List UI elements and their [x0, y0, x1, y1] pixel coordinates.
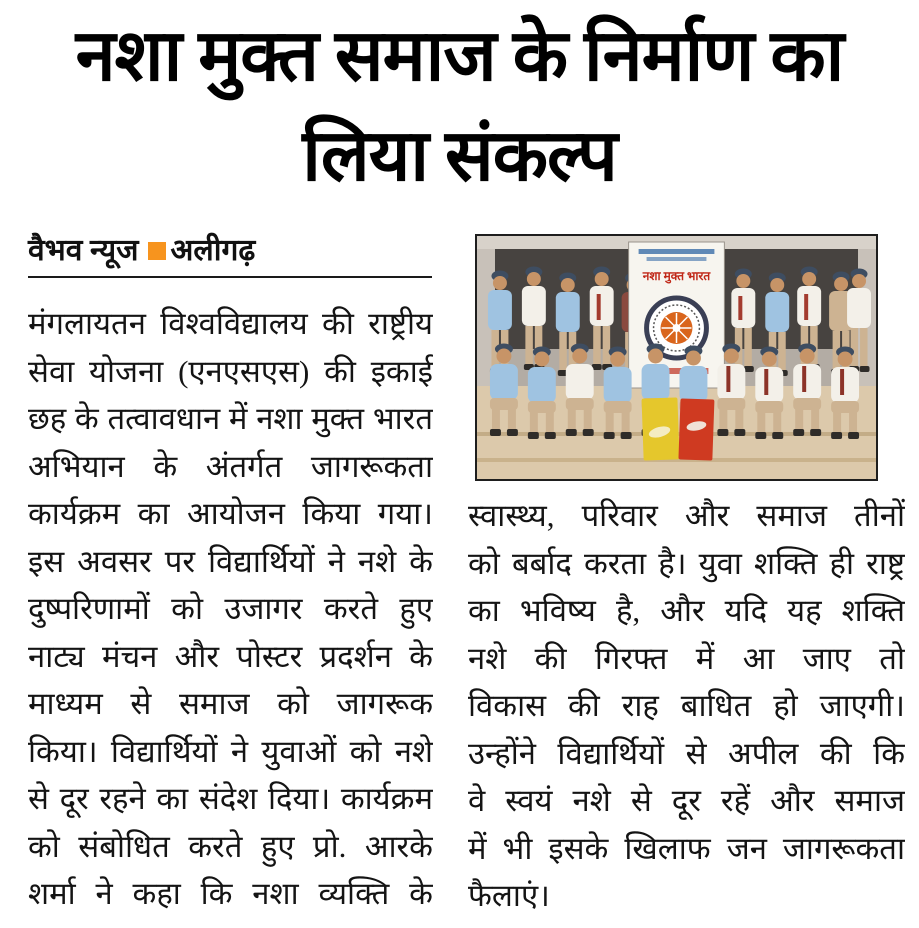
text-line: में भी इसके खिलाफ जन जागरूकता: [468, 830, 905, 866]
text-line: को संबोधित करते हुए प्रो. आरके: [28, 828, 433, 864]
text-line: इस अवसर पर विद्यार्थियों ने नशे के: [28, 543, 433, 579]
text-line: उन्होंने विद्यार्थियों से अपील की कि: [468, 735, 905, 771]
text-line: स्वास्थ्य, परिवार और समाज तीनों: [468, 498, 905, 533]
text-line: नशे की गिरफ्त में आ जाए तो: [468, 640, 905, 676]
text-line: छह के तत्वावधान में नशा मुक्त भारत: [28, 401, 433, 436]
text-line: दुष्परिणामों को उजागर करते हुए: [28, 591, 433, 626]
poster-red: [678, 398, 714, 460]
byline-divider: [28, 276, 432, 278]
text-line: को बर्बाद करता है। युवा शक्ति ही राष्ट्र: [468, 545, 905, 581]
headline-line-1: नशा मुक्त समाज के निर्माण का: [75, 16, 844, 96]
headline-line-2: लिया संकल्प: [302, 116, 617, 196]
text-line: वे स्वयं नशे से दूर रहें और समाज: [468, 783, 905, 818]
text-line: किया। विद्यार्थियों ने युवाओं को नशे: [28, 733, 433, 769]
text-line: फैलाएं।: [468, 878, 550, 913]
text-line: सेवा योजना (एनएसएस) की इकाई: [28, 353, 433, 389]
text-line: कार्यक्रम का आयोजन किया गया।: [28, 496, 433, 531]
text-line: विकास की राह बाधित हो जाएगी।: [468, 688, 905, 723]
banner: [629, 242, 725, 388]
poster-yellow: [642, 397, 680, 460]
byline-source: वैभव न्यूज: [28, 234, 139, 267]
text-line: मंगलायतन विश्वविद्यालय की राष्ट्रीय: [28, 306, 433, 341]
article-headline: [0, 6, 919, 206]
text-line: अभियान के अंतर्गत जागरूकता: [28, 448, 433, 484]
byline-bullet: [148, 242, 166, 260]
text-line: से दूर रहने का संदेश दिया। कार्यक्रम: [28, 781, 433, 816]
article-photo: [475, 234, 878, 481]
article-left-column: [28, 300, 433, 922]
text-line: शर्मा ने कहा कि नशा व्यक्ति के: [28, 876, 433, 911]
byline: [28, 228, 433, 269]
article-right-column: [468, 492, 905, 924]
byline-location: अलीगढ़: [170, 234, 256, 267]
text-line: का भविष्य है, और यदि यह शक्ति: [468, 593, 905, 628]
photo-illustration: [477, 236, 876, 479]
text-line: माध्यम से समाज को जागरूक: [28, 686, 433, 721]
banner-text: नशा मुक्त भारत: [642, 268, 711, 284]
text-line: नाट्य मंचन और पोस्टर प्रदर्शन के: [28, 638, 433, 674]
